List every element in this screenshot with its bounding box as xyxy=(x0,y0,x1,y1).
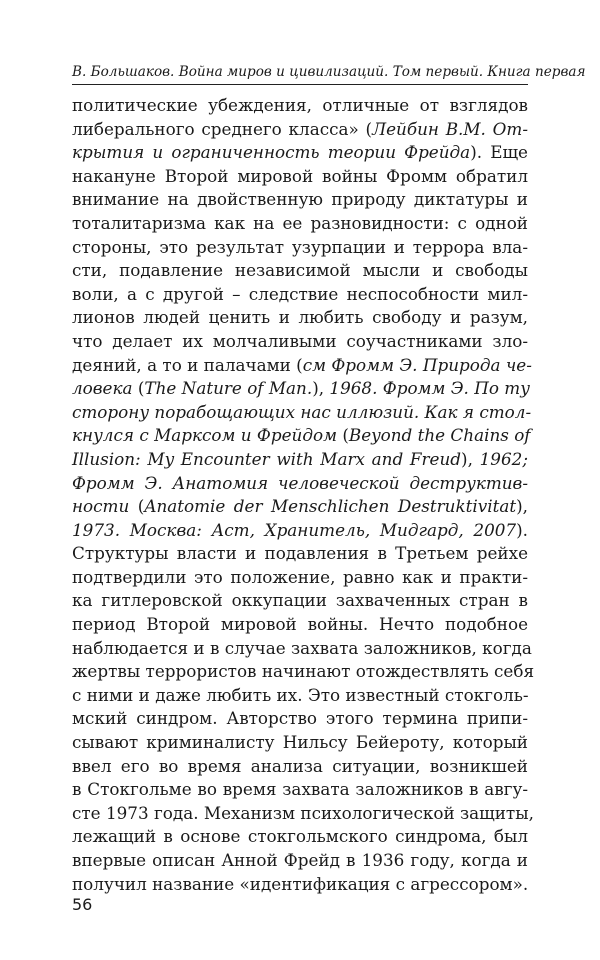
text-line xyxy=(72,259,528,283)
text-segment: наблюдается и в случае захвата заложников, когда xyxy=(72,637,532,658)
text-segment: ), xyxy=(461,448,480,469)
text-segment: что делает их молчаливыми соучастниками зло- xyxy=(72,330,528,351)
text-line xyxy=(72,660,535,684)
italic-text-segment: 1968. Фромм Э. По ту xyxy=(329,378,530,399)
text-segment: ( xyxy=(336,425,349,446)
text-segment: Структуры власти и подавления в Третьем рейхе xyxy=(72,543,528,564)
text-line xyxy=(72,849,528,873)
italic-text-segment: ности xyxy=(72,496,130,517)
text-segment: ). xyxy=(516,519,528,540)
text-line xyxy=(72,377,528,401)
text-segment: ввел его во время анализа ситуации, возникшей xyxy=(72,755,528,776)
text-line xyxy=(72,873,528,897)
text-segment: деяний, а то и палачами ( xyxy=(72,354,303,375)
running-header: В. Большаков. Война миров и цивилизаций. Том первый. Книга первая xyxy=(72,64,586,80)
italic-text-segment: 1973. Москва: Аст, Хранитель, Мидгард, 2007 xyxy=(72,519,517,540)
text-line xyxy=(72,731,528,755)
italic-text-segment: Illusion: My Encounter with Marx and Freud xyxy=(72,448,462,469)
text-line xyxy=(72,684,528,708)
text-segment: внимание на двойственную природу диктатуры и xyxy=(72,189,528,210)
italic-text-segment: кнулся с Марксом и Фрейдом xyxy=(72,425,337,446)
italic-text-segment: крытия и ограниченность теории Фрейда xyxy=(72,142,471,163)
text-line xyxy=(72,519,528,543)
body-text xyxy=(72,94,535,896)
text-line xyxy=(72,141,528,165)
text-segment: ). Еще xyxy=(470,142,528,163)
text-segment: воли, а с другой – следствие неспособности мил- xyxy=(72,283,528,304)
text-line xyxy=(72,542,528,566)
text-line xyxy=(72,472,528,496)
text-segment: ), xyxy=(516,496,528,517)
italic-text-segment: 1962; xyxy=(479,448,528,469)
text-line xyxy=(72,118,528,142)
text-line xyxy=(72,825,528,849)
text-segment: ( xyxy=(129,496,145,517)
text-segment: тоталитаризма как на ее разновидности: с одной xyxy=(72,212,528,233)
italic-text-segment: сторону порабощающих нас иллюзий. Как я стол- xyxy=(72,401,532,422)
header-rule xyxy=(72,84,528,85)
text-line xyxy=(72,613,528,637)
text-line xyxy=(72,354,532,378)
text-line xyxy=(72,495,528,519)
text-line xyxy=(72,188,528,212)
text-segment: получил название «идентификация с агрессором». xyxy=(72,873,529,894)
text-line xyxy=(72,212,528,236)
text-segment: в Стокгольме во время захвата заложников в авгу- xyxy=(72,779,528,800)
text-segment: лионов людей ценить и любить свободу и разум, xyxy=(72,307,528,328)
italic-text-segment: Anatomie der Menschlichen Destruktivitat xyxy=(144,496,517,517)
text-segment: стороны, это результат узурпации и террора вла- xyxy=(72,236,528,257)
text-line xyxy=(72,330,528,354)
text-segment: сте 1973 года. Механизм психологической защиты, xyxy=(72,802,534,823)
text-segment: ка гитлеровской оккупации захваченных стран в xyxy=(72,590,528,611)
text-segment: с ними и даже любить их. Это известный стокголь- xyxy=(72,684,529,705)
text-line xyxy=(72,802,534,826)
text-line xyxy=(72,755,528,779)
text-segment: накануне Второй мировой войны Фромм обратил xyxy=(72,165,528,186)
text-line xyxy=(72,401,532,425)
text-segment: сывают криминалисту Нильсу Бейероту, который xyxy=(72,732,528,753)
text-segment: ), xyxy=(312,378,330,399)
text-segment: ( xyxy=(132,378,145,399)
text-line xyxy=(72,283,528,307)
text-line xyxy=(72,236,528,260)
text-line xyxy=(72,637,532,661)
text-segment: политические убеждения, отличные от взглядов xyxy=(72,95,528,115)
text-line xyxy=(72,448,528,472)
text-line xyxy=(72,424,531,448)
text-segment: подтвердили это положение, равно как и практи- xyxy=(72,566,528,587)
text-line xyxy=(72,566,528,590)
text-segment: сти, подавление независимой мысли и свободы xyxy=(72,260,528,281)
text-line xyxy=(72,306,528,330)
text-segment: либерального среднего класса» ( xyxy=(72,118,373,139)
text-line xyxy=(72,778,528,802)
text-line xyxy=(72,165,528,189)
text-line xyxy=(72,707,528,731)
italic-text-segment: Лейбин В.М. От- xyxy=(372,118,528,139)
text-line xyxy=(72,94,528,118)
italic-text-segment: ловека xyxy=(72,378,133,399)
text-segment: впервые описан Анной Фрейд в 1936 году, когда и xyxy=(72,850,528,870)
text-segment: лежащий в основе стокгольмского синдрома, был xyxy=(72,826,528,847)
text-segment: жертвы террористов начинают отождествлять себя xyxy=(72,661,535,682)
italic-text-segment: The Nature of Man. xyxy=(144,378,313,399)
text-segment: период Второй мировой войны. Нечто подобное xyxy=(72,614,528,635)
page-number: 56 xyxy=(72,895,93,914)
italic-text-segment: см Фромм Э. Природа че- xyxy=(302,354,532,375)
text-segment: мский синдром. Авторство этого термина припи- xyxy=(72,708,528,729)
italic-text-segment: Beyond the Chains of xyxy=(348,425,531,446)
text-line xyxy=(72,589,528,613)
italic-text-segment: Фромм Э. Анатомия человеческой деструктив- xyxy=(72,472,528,493)
